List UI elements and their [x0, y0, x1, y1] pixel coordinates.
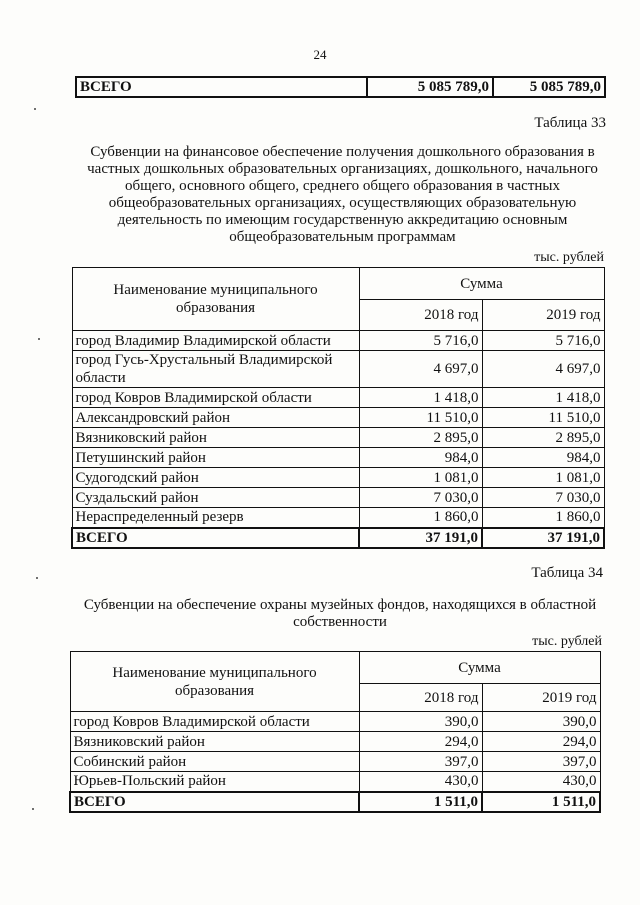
row-2018: 11 510,0: [359, 408, 482, 428]
table-row: [72, 351, 604, 388]
row-name: Вязниковский район: [72, 428, 359, 448]
table34-title: Субвенции на обеспечение охраны музейных фондов, находящихся в областной собственности: [83, 597, 597, 630]
row-2019: 7 030,0: [482, 488, 604, 508]
table33-title: Субвенции на финансовое обеспечение получения дошкольного образования в частных дошкольных образовательных организациях, дошкольного, начального общего, основного общего, среднего общего образования в частных общеобразовательных организациях, осуществляющих образовательную деятельность по имеющим государственную аккредитацию основным общеобразовательным программам: [87, 144, 598, 245]
table-row: [70, 712, 600, 732]
table-row: [72, 388, 604, 408]
table34-col-name: Наименование муниципального образования: [70, 652, 359, 712]
row-2019: 430,0: [482, 772, 600, 792]
row-name: город Владимир Владимирской области: [72, 331, 359, 351]
row-name: Петушинский район: [72, 448, 359, 468]
table-row: [72, 408, 604, 428]
row-name: Собинский район: [70, 752, 359, 772]
table34-col-sum: Сумма: [359, 652, 600, 684]
row-2018: 1 081,0: [359, 468, 482, 488]
row-name: Нераспределенный резерв: [72, 508, 359, 528]
table-row: [72, 488, 604, 508]
scan-speck: [38, 338, 40, 340]
table-row: [72, 428, 604, 448]
table34-col-2019: 2019 год: [482, 684, 600, 712]
row-2018: 397,0: [359, 752, 482, 772]
row-2019: 397,0: [482, 752, 600, 772]
scan-speck: [36, 577, 38, 579]
row-2019: 1 418,0: [482, 388, 604, 408]
table34-unit: тыс. рублей: [532, 634, 602, 649]
row-2019: 11 510,0: [482, 408, 604, 428]
row-2019: 294,0: [482, 732, 600, 752]
table-row: [72, 448, 604, 468]
row-2018: 984,0: [359, 448, 482, 468]
table-row: [70, 772, 600, 792]
table-row: [70, 752, 600, 772]
table33: [71, 267, 605, 549]
table34-total-2018: 1 511,0: [359, 792, 482, 812]
row-2018: 1 418,0: [359, 388, 482, 408]
row-name: город Ковров Владимирской области: [72, 388, 359, 408]
table34-total-2019: 1 511,0: [482, 792, 600, 812]
row-2019: 390,0: [482, 712, 600, 732]
row-2018: 4 697,0: [359, 351, 482, 388]
row-2019: 4 697,0: [482, 351, 604, 388]
table-row: [72, 508, 604, 528]
row-2018: 430,0: [359, 772, 482, 792]
table33-col-name: Наименование муниципального образования: [72, 268, 359, 331]
row-2018: 7 030,0: [359, 488, 482, 508]
scan-speck: [34, 108, 36, 110]
table33-col-2018: 2018 год: [359, 300, 482, 331]
row-name: город Гусь-Хрустальный Владимирской области: [72, 351, 359, 388]
table33-total-2019: 37 191,0: [482, 528, 604, 548]
row-name: Юрьев-Польский район: [70, 772, 359, 792]
row-2019: 1 860,0: [482, 508, 604, 528]
top-total-label: ВСЕГО: [76, 77, 367, 97]
row-2019: 1 081,0: [482, 468, 604, 488]
row-name: Александровский район: [72, 408, 359, 428]
row-2018: 5 716,0: [359, 331, 482, 351]
page-number: 24: [313, 47, 327, 62]
row-2019: 5 716,0: [482, 331, 604, 351]
table34-col-2018: 2018 год: [359, 684, 482, 712]
row-2019: 2 895,0: [482, 428, 604, 448]
row-name: Судогодский район: [72, 468, 359, 488]
top-total-2018: 5 085 789,0: [367, 77, 493, 97]
table-row: [72, 331, 604, 351]
table34-total-label: ВСЕГО: [70, 792, 359, 812]
row-name: город Ковров Владимирской области: [70, 712, 359, 732]
table34-label: Таблица 34: [531, 565, 603, 581]
row-2018: 1 860,0: [359, 508, 482, 528]
table-row: [72, 468, 604, 488]
row-name: Вязниковский район: [70, 732, 359, 752]
row-name: Суздальский район: [72, 488, 359, 508]
table33-col-sum: Сумма: [359, 268, 604, 300]
top-total-table: [75, 76, 606, 98]
top-total-2019: 5 085 789,0: [493, 77, 605, 97]
table33-label: Таблица 33: [534, 115, 606, 131]
table33-total-label: ВСЕГО: [72, 528, 359, 548]
row-2018: 390,0: [359, 712, 482, 732]
table34: [69, 651, 601, 813]
row-2018: 2 895,0: [359, 428, 482, 448]
table-row: [70, 732, 600, 752]
table33-total-2018: 37 191,0: [359, 528, 482, 548]
scan-speck: [32, 808, 34, 810]
row-2018: 294,0: [359, 732, 482, 752]
table33-unit: тыс. рублей: [534, 250, 604, 265]
row-2019: 984,0: [482, 448, 604, 468]
table33-col-2019: 2019 год: [482, 300, 604, 331]
